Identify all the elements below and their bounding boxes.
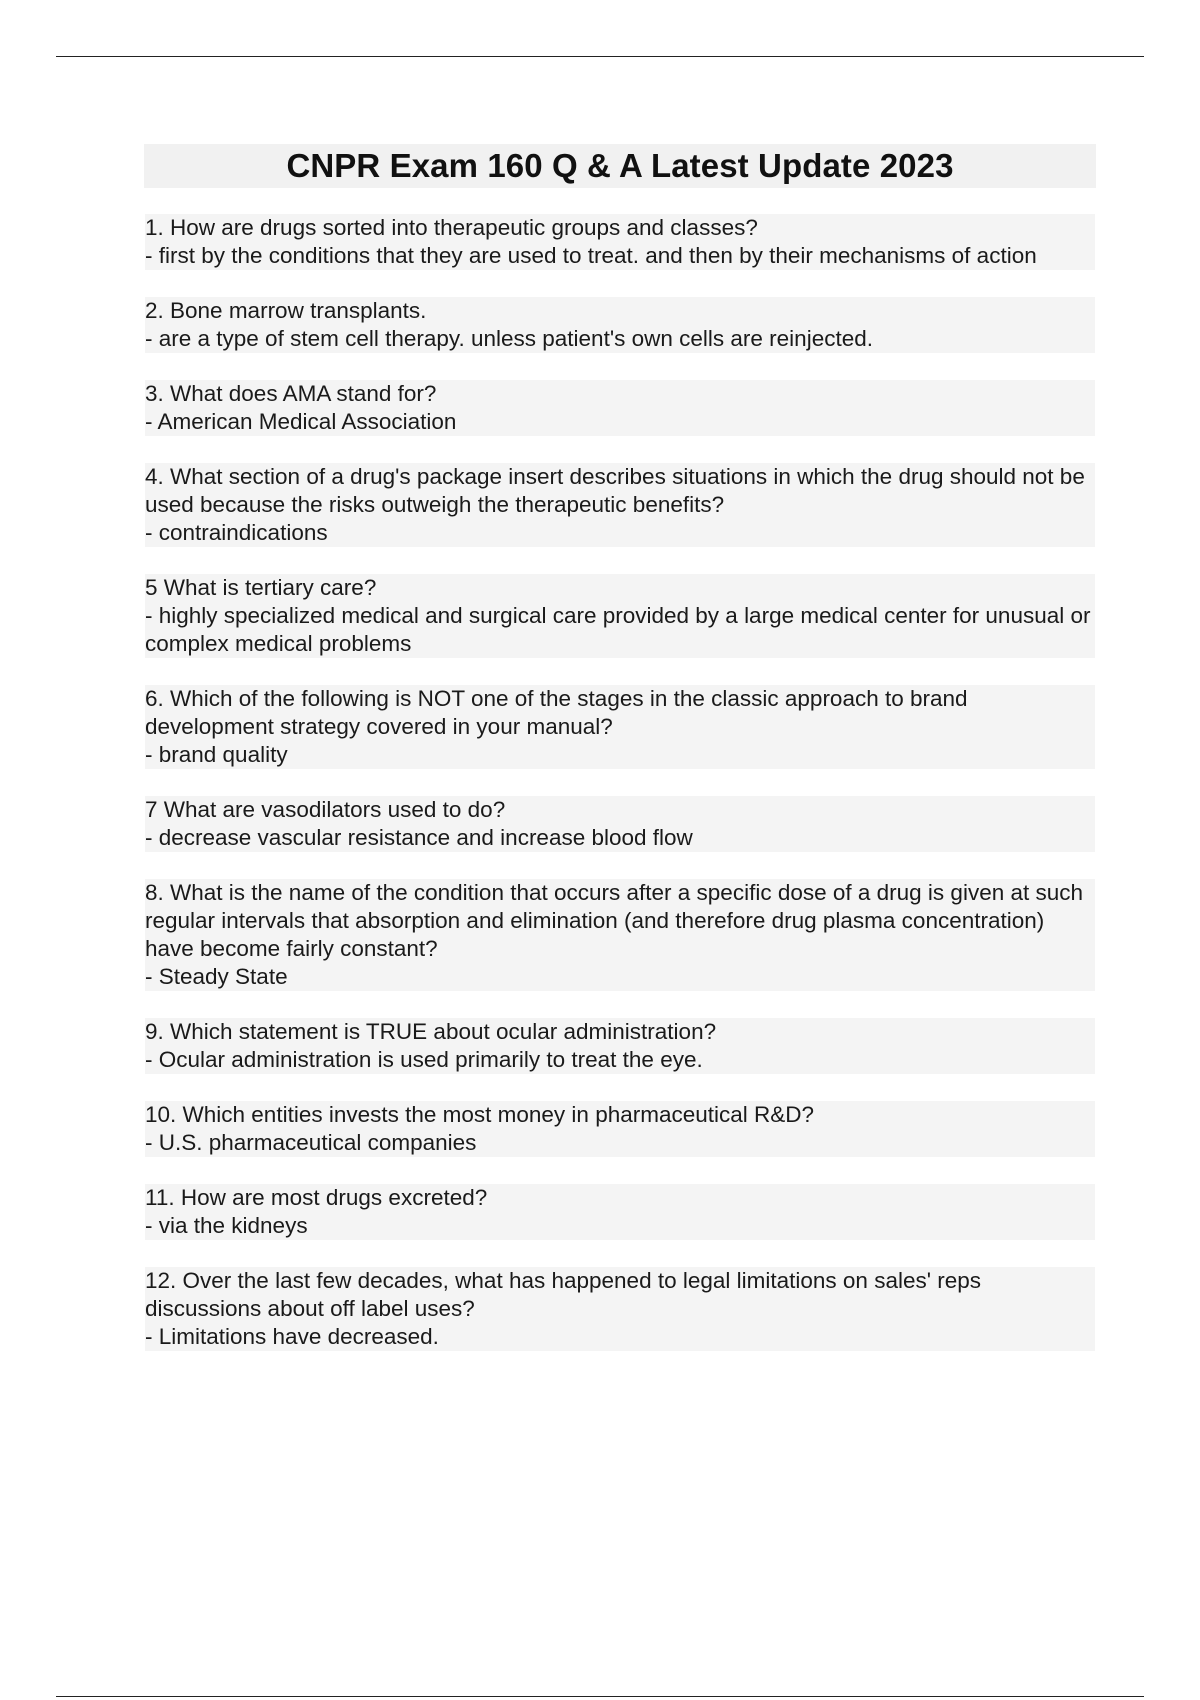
answer-text: - Limitations have decreased. <box>145 1323 1095 1351</box>
answer-text: - U.S. pharmaceutical companies <box>145 1129 1095 1157</box>
question-text: 8. What is the name of the condition that occurs after a specific dose of a drug is given at such regular intervals that absorption and elimination (and therefore drug plasma concentration) have become fairly constant? <box>145 879 1095 963</box>
qa-item-1 <box>145 214 1095 270</box>
question-text: 1. How are drugs sorted into therapeutic groups and classes? <box>145 214 1095 242</box>
qa-item-11 <box>145 1184 1095 1240</box>
answer-text: - contraindications <box>145 519 1095 547</box>
qa-item-8 <box>145 879 1095 991</box>
answer-text: - are a type of stem cell therapy. unless patient's own cells are reinjected. <box>145 325 1095 353</box>
qa-item-3 <box>145 380 1095 436</box>
title-bar <box>144 144 1096 188</box>
question-text: 10. Which entities invests the most money in pharmaceutical R&D? <box>145 1101 1095 1129</box>
qa-item-9 <box>145 1018 1095 1074</box>
answer-text: - decrease vascular resistance and increase blood flow <box>145 824 1095 852</box>
question-text: 2. Bone marrow transplants. <box>145 297 1095 325</box>
page-top-rule <box>56 56 1144 57</box>
qa-item-5 <box>145 574 1095 658</box>
answer-text: - Steady State <box>145 963 1095 991</box>
answer-text: - via the kidneys <box>145 1212 1095 1240</box>
question-text: 3. What does AMA stand for? <box>145 380 1095 408</box>
page-bottom-rule <box>56 1696 1144 1697</box>
answer-text: - brand quality <box>145 741 1095 769</box>
qa-item-4 <box>145 463 1095 547</box>
page-title: CNPR Exam 160 Q & A Latest Update 2023 <box>286 147 954 184</box>
qa-list <box>145 214 1095 1378</box>
answer-text: - American Medical Association <box>145 408 1095 436</box>
question-text: 9. Which statement is TRUE about ocular administration? <box>145 1018 1095 1046</box>
question-text: 5 What is tertiary care? <box>145 574 1095 602</box>
question-text: 7 What are vasodilators used to do? <box>145 796 1095 824</box>
qa-item-10 <box>145 1101 1095 1157</box>
answer-text: - first by the conditions that they are used to treat. and then by their mechanisms of action <box>145 242 1095 270</box>
qa-item-6 <box>145 685 1095 769</box>
answer-text: - Ocular administration is used primarily to treat the eye. <box>145 1046 1095 1074</box>
qa-item-12 <box>145 1267 1095 1351</box>
answer-text: - highly specialized medical and surgical care provided by a large medical center for unusual or complex medical problems <box>145 602 1095 658</box>
question-text: 12. Over the last few decades, what has happened to legal limitations on sales' reps discussions about off label uses? <box>145 1267 1095 1323</box>
qa-item-2 <box>145 297 1095 353</box>
question-text: 11. How are most drugs excreted? <box>145 1184 1095 1212</box>
qa-item-7 <box>145 796 1095 852</box>
question-text: 4. What section of a drug's package insert describes situations in which the drug should not be used because the risks outweigh the therapeutic benefits? <box>145 463 1095 519</box>
question-text: 6. Which of the following is NOT one of the stages in the classic approach to brand development strategy covered in your manual? <box>145 685 1095 741</box>
